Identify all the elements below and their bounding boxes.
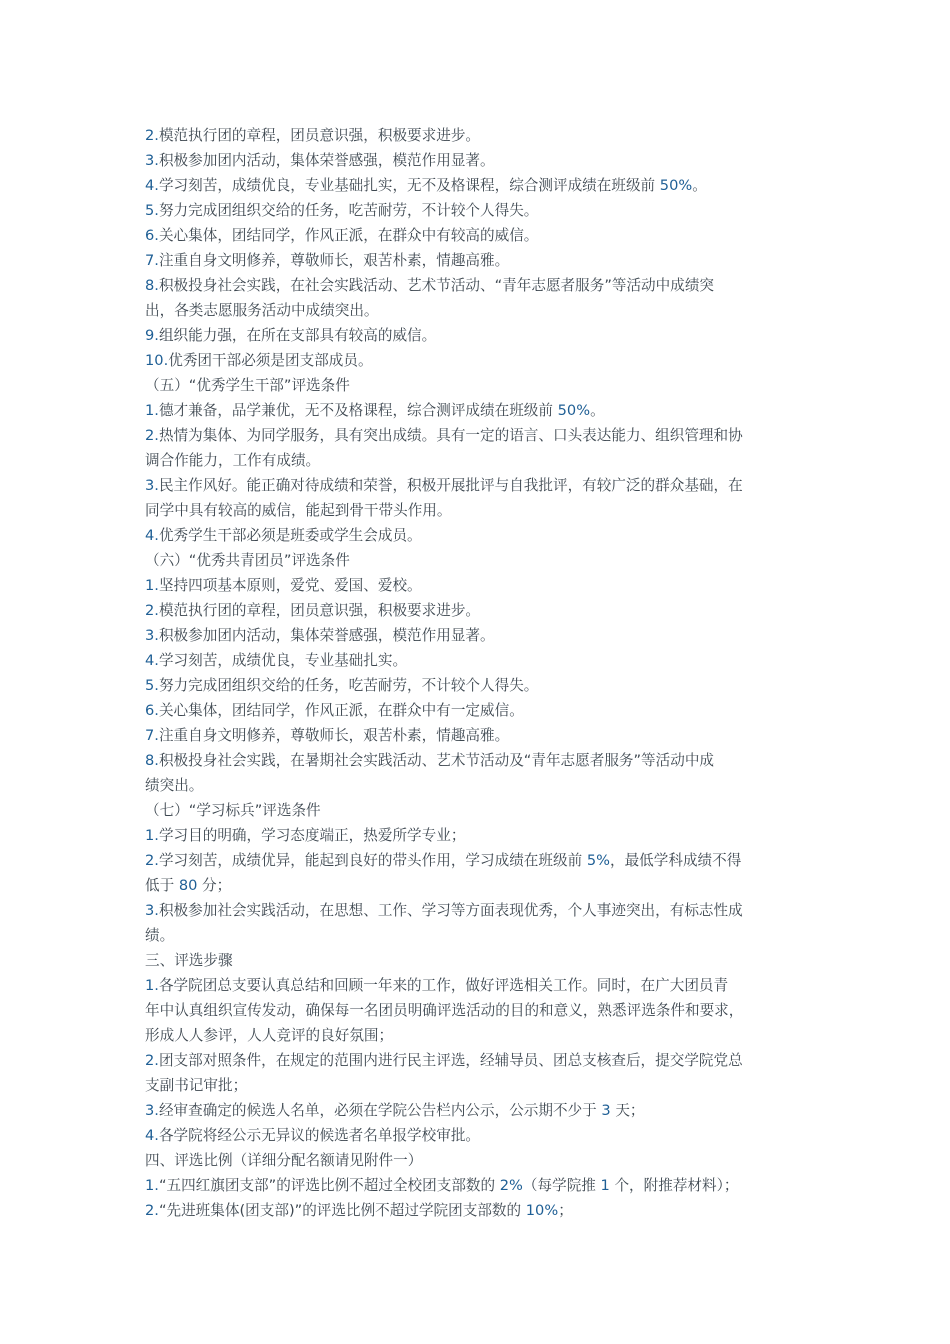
line-text: 各学院团总支要认真总结和回顾一年来的工作，做好评选相关工作。同时，在广大团员青 [158, 977, 729, 994]
text-line [145, 548, 830, 573]
line-text: 各学院将经公示无异议的候选者名单报学校审批。 [158, 1127, 481, 1144]
text-line [145, 723, 830, 748]
text-line [145, 448, 830, 473]
text-line [145, 798, 830, 823]
line-text: 热情为集体、为同学服务，具有突出成绩。具有一定的语言、口头表达能力、组织管理和协 [158, 427, 743, 444]
inline-number: 80 [178, 877, 198, 894]
line-text: 积极投身社会实践，在暑期社会实践活动、艺术节活动及“青年志愿者服务”等活动中成 [158, 752, 715, 769]
text-line [145, 823, 830, 848]
text-line [145, 323, 830, 348]
text-line [145, 1148, 830, 1173]
line-text: 出，各类志愿服务活动中成绩突出。 [145, 302, 379, 319]
line-number: 2. [145, 427, 159, 444]
line-text: 团支部对照条件，在规定的范围内进行民主评选，经辅导员、团总支核查后，提交学院党总 [158, 1052, 743, 1069]
line-number: 5. [145, 677, 159, 694]
line-text: 组织能力强，在所在支部具有较高的威信。 [158, 327, 437, 344]
line-number: 3. [145, 152, 159, 169]
line-number: 4. [145, 1127, 159, 1144]
line-text: 积极参加团内活动，集体荣誉感强，模范作用显著。 [158, 152, 495, 169]
line-text: 关心集体，团结同学，作风正派，在群众中有较高的威信。 [158, 227, 539, 244]
text-line [145, 898, 830, 923]
line-text: 努力完成团组织交给的任务，吃苦耐劳，不计较个人得失。 [158, 677, 539, 694]
line-text: 坚持四项基本原则，爱党、爱国、爱校。 [158, 577, 422, 594]
line-text: 同学中具有较高的威信，能起到骨干带头作用。 [145, 502, 452, 519]
text-line [145, 698, 830, 723]
text-line [145, 948, 830, 973]
text-line [145, 598, 830, 623]
line-text: 模范执行团的章程，团员意识强，积极要求进步。 [158, 127, 481, 144]
inline-number: 5% [586, 852, 610, 869]
line-text: 经审查确定的候选人名单，必须在学院公告栏内公示，公示期不少于 3 天； [158, 1102, 645, 1119]
line-text: 学习刻苦，成绩优良，专业基础扎实，无不及格课程，综合测评成绩在班级前 50%。 [158, 177, 707, 194]
line-number: 6. [145, 227, 159, 244]
line-text: 低于 80 分； [145, 877, 232, 894]
inline-number: 10% [525, 1202, 559, 1219]
line-number: 5. [145, 202, 159, 219]
line-number: 2. [145, 1202, 159, 1219]
text-line [145, 273, 830, 298]
text-line [145, 248, 830, 273]
text-line [145, 123, 830, 148]
text-line [145, 223, 830, 248]
line-number: 2. [145, 1052, 159, 1069]
text-line [145, 998, 830, 1023]
line-number: 1. [145, 577, 159, 594]
line-text: 调合作能力，工作有成绩。 [145, 452, 321, 469]
document-body [145, 123, 830, 1223]
line-text: （五）“优秀学生干部”评选条件 [145, 377, 350, 394]
line-number: 3. [145, 627, 159, 644]
text-line [145, 623, 830, 648]
text-line [145, 973, 830, 998]
line-number: 6. [145, 702, 159, 719]
line-text: 民主作风好。能正确对待成绩和荣誉，积极开展批评与自我批评，有较广泛的群众基础，在 [158, 477, 743, 494]
line-number: 7. [145, 727, 159, 744]
line-number: 8. [145, 277, 159, 294]
line-number: 7. [145, 252, 159, 269]
text-line [145, 1173, 830, 1198]
text-line [145, 498, 830, 523]
line-text: 德才兼备，品学兼优，无不及格课程，综合测评成绩在班级前 50%。 [158, 402, 605, 419]
line-number: 2. [145, 852, 159, 869]
line-number: 2. [145, 602, 159, 619]
inline-number: 3 [601, 1102, 611, 1119]
line-number: 2. [145, 127, 159, 144]
text-line [145, 523, 830, 548]
line-text: 年中认真组织宣传发动，确保每一名团员明确评选活动的目的和意义，熟悉评选条件和要求， [145, 1002, 744, 1019]
line-text: 注重自身文明修养，尊敬师长，艰苦朴素，情趣高雅。 [158, 252, 510, 269]
line-number: 1. [145, 827, 159, 844]
line-text: 模范执行团的章程，团员意识强，积极要求进步。 [158, 602, 481, 619]
line-number: 4. [145, 527, 159, 544]
text-line [145, 1098, 830, 1123]
text-line [145, 873, 830, 898]
text-line [145, 848, 830, 873]
text-line [145, 373, 830, 398]
line-text: 绩突出。 [145, 777, 204, 794]
line-number: 8. [145, 752, 159, 769]
text-line [145, 198, 830, 223]
line-number: 1. [145, 1177, 159, 1194]
line-number: 9. [145, 327, 159, 344]
line-text: “五四红旗团支部”的评选比例不超过全校团支部数的 2%（每学院推 1 个，附推荐材料）； [158, 1177, 739, 1194]
line-text: 绩。 [145, 927, 175, 944]
line-text: （六）“优秀共青团员”评选条件 [145, 552, 350, 569]
line-number: 3. [145, 477, 159, 494]
text-line [145, 1023, 830, 1048]
line-text: 支副书记审批； [145, 1077, 248, 1094]
line-number: 3. [145, 902, 159, 919]
text-line [145, 398, 830, 423]
line-text: “先进班集体(团支部)”的评选比例不超过学院团支部数的 10%； [158, 1202, 573, 1219]
line-text: 学习刻苦，成绩优异，能起到良好的带头作用，学习成绩在班级前 5%，最低学科成绩不得 [158, 852, 742, 869]
line-number: 3. [145, 1102, 159, 1119]
line-text: 四、评选比例（详细分配名额请见附件一） [145, 1152, 423, 1169]
text-line [145, 648, 830, 673]
line-text: 关心集体，团结同学，作风正派，在群众中有一定威信。 [158, 702, 524, 719]
line-text: 积极参加团内活动，集体荣誉感强，模范作用显著。 [158, 627, 495, 644]
line-text: 注重自身文明修养，尊敬师长，艰苦朴素，情趣高雅。 [158, 727, 510, 744]
text-line [145, 773, 830, 798]
line-text: 努力完成团组织交给的任务，吃苦耐劳，不计较个人得失。 [158, 202, 539, 219]
text-line [145, 673, 830, 698]
line-text: 形成人人参评，人人竞评的良好氛围； [145, 1027, 394, 1044]
text-line [145, 173, 830, 198]
line-text: 积极投身社会实践，在社会实践活动、艺术节活动、“青年志愿者服务”等活动中成绩突 [158, 277, 715, 294]
text-line [145, 148, 830, 173]
line-text: 优秀团干部必须是团支部成员。 [168, 352, 373, 369]
text-line [145, 473, 830, 498]
text-line [145, 923, 830, 948]
text-line [145, 1073, 830, 1098]
line-text: （七）“学习标兵”评选条件 [145, 802, 321, 819]
line-text: 优秀学生干部必须是班委或学生会成员。 [158, 527, 422, 544]
line-text: 学习目的明确，学习态度端正，热爱所学专业； [158, 827, 466, 844]
line-number: 10. [145, 352, 169, 369]
text-line [145, 423, 830, 448]
text-line [145, 298, 830, 323]
text-line [145, 348, 830, 373]
text-line [145, 573, 830, 598]
inline-number: 2% [499, 1177, 523, 1194]
text-line [145, 748, 830, 773]
line-text: 学习刻苦，成绩优良，专业基础扎实。 [158, 652, 408, 669]
text-line [145, 1048, 830, 1073]
inline-number: 50% [659, 177, 693, 194]
line-text: 三、评选步骤 [145, 952, 233, 969]
inline-number: 1 [600, 1177, 610, 1194]
text-line [145, 1198, 830, 1223]
line-text: 积极参加社会实践活动，在思想、工作、学习等方面表现优秀，个人事迹突出，有标志性成 [158, 902, 743, 919]
text-line [145, 1123, 830, 1148]
line-number: 1. [145, 977, 159, 994]
inline-number: 50% [557, 402, 591, 419]
line-number: 4. [145, 652, 159, 669]
line-number: 4. [145, 177, 159, 194]
line-number: 1. [145, 402, 159, 419]
